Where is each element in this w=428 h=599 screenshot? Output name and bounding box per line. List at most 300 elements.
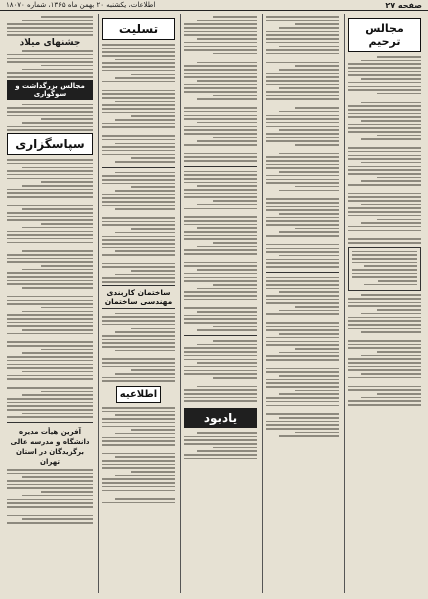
- text-line: [348, 63, 421, 65]
- text-line: [184, 315, 257, 317]
- text-line: [102, 146, 175, 148]
- text-line: [348, 113, 421, 115]
- text-line: [7, 469, 93, 471]
- text-line: [377, 309, 421, 311]
- text-line: [266, 62, 339, 64]
- text-line: [348, 389, 421, 391]
- column-5: [4, 14, 96, 593]
- text-line: [7, 515, 93, 517]
- text-line: [348, 358, 421, 360]
- text-line: [184, 307, 257, 309]
- text-line: [7, 356, 93, 358]
- text-line: [348, 193, 421, 195]
- text-line: [184, 126, 257, 128]
- text-line: [361, 102, 421, 104]
- text-line: [184, 351, 257, 353]
- text-line: [348, 196, 421, 198]
- text-line: [7, 499, 93, 501]
- text-line: [266, 382, 339, 384]
- text-line: [184, 133, 257, 135]
- text-line: [7, 111, 93, 113]
- text-line: [22, 394, 93, 396]
- text-line: [102, 478, 175, 480]
- text-line: [184, 31, 257, 33]
- text-line: [102, 453, 175, 455]
- text-line: [184, 277, 257, 279]
- text-line: [184, 262, 257, 264]
- text-line: [279, 111, 339, 113]
- text-line: [7, 280, 93, 282]
- text-line: [7, 375, 93, 377]
- text-line: [115, 59, 175, 61]
- text-line: [102, 104, 175, 106]
- text-line: [295, 432, 339, 434]
- text-line: [213, 340, 257, 342]
- text-line: [102, 263, 175, 265]
- text-line: [184, 355, 257, 357]
- text-line: [295, 306, 339, 308]
- text-line: [102, 366, 175, 368]
- text-line: [41, 65, 93, 67]
- afarin-notice: آفرین هیأت مدیره دانشگاه و مدرسه عالی برگزیدگان در استان تهران: [10, 428, 90, 467]
- text-line: [184, 216, 257, 218]
- text-line: [102, 217, 175, 219]
- text-line: [348, 116, 421, 118]
- text-line: [266, 329, 339, 331]
- text-line: [361, 180, 421, 182]
- text-line: [378, 280, 417, 282]
- text-line: [184, 144, 257, 146]
- text-line: [197, 38, 257, 40]
- text-line: [348, 215, 421, 217]
- text-line: [184, 397, 257, 399]
- text-line: [197, 20, 257, 22]
- text-line: [102, 377, 175, 379]
- column-2: [262, 14, 342, 593]
- text-line: [7, 126, 93, 128]
- text-line: [22, 208, 93, 210]
- text-line: [131, 186, 175, 188]
- text-line: [266, 164, 339, 166]
- text-line: [102, 175, 175, 177]
- text-line: [102, 437, 175, 439]
- text-line: [184, 208, 257, 210]
- text-line: [348, 109, 421, 111]
- text-line: [7, 205, 93, 207]
- text-line: [213, 137, 257, 139]
- text-line: [266, 322, 339, 324]
- text-line: [266, 76, 339, 78]
- text-line: [348, 344, 421, 346]
- text-line: [184, 322, 257, 324]
- text-line: [266, 95, 339, 97]
- page-header: [0, 0, 428, 11]
- text-line: [7, 416, 93, 418]
- text-line: [184, 65, 257, 67]
- text-line: [131, 328, 175, 330]
- text-line: [213, 242, 257, 244]
- text-line: [213, 284, 257, 286]
- text-line: [41, 265, 93, 267]
- text-line: [102, 358, 175, 360]
- text-line: [7, 325, 93, 327]
- text-line: [131, 228, 175, 230]
- text-line: [279, 171, 339, 173]
- text-line: [279, 46, 339, 48]
- text-line: [22, 413, 93, 415]
- text-line: [22, 20, 93, 22]
- text-line: [102, 362, 175, 364]
- text-line: [102, 97, 175, 99]
- text-line: [7, 283, 93, 285]
- text-line: [115, 208, 175, 210]
- text-line: [266, 122, 339, 124]
- text-line: [377, 93, 421, 95]
- text-line: [197, 185, 257, 187]
- text-line: [184, 224, 257, 226]
- text-line: [131, 74, 175, 76]
- text-line: [102, 236, 175, 238]
- text-line: [102, 197, 175, 199]
- text-line: [184, 443, 257, 445]
- text-line: [102, 266, 175, 268]
- text-line: [361, 373, 421, 375]
- text-line: [7, 300, 93, 302]
- text-line: [361, 222, 421, 224]
- text-line: [102, 247, 175, 249]
- text-line: [279, 153, 339, 155]
- text-line: [348, 131, 421, 133]
- text-line: [102, 93, 175, 95]
- text-line: [361, 162, 421, 164]
- text-line: [7, 314, 93, 316]
- text-line: [352, 276, 417, 278]
- text-line: [7, 402, 93, 404]
- text-line: [115, 250, 175, 252]
- text-line: [184, 366, 257, 368]
- text-line: [348, 324, 421, 326]
- text-line: [279, 27, 339, 29]
- text-line: [7, 189, 93, 191]
- text-line: [266, 244, 339, 246]
- text-line: [22, 495, 93, 497]
- text-line: [7, 192, 93, 194]
- text-line: [377, 351, 421, 353]
- text-line: [184, 249, 257, 251]
- text-line: [197, 362, 257, 364]
- text-line: [102, 205, 175, 207]
- text-line: [266, 118, 339, 120]
- text-line: [102, 486, 175, 488]
- text-line: [279, 417, 339, 419]
- text-line: [213, 326, 257, 328]
- text-line: [184, 91, 257, 93]
- text-line: [102, 90, 175, 92]
- text-line: [348, 226, 421, 228]
- text-line: [184, 280, 257, 282]
- text-line: [7, 364, 93, 366]
- text-line: [102, 346, 175, 348]
- text-line: [266, 299, 339, 301]
- text-line: [377, 177, 421, 179]
- text-line: [7, 174, 93, 176]
- text-line: [197, 227, 257, 229]
- text-line: [348, 200, 421, 202]
- text-line: [102, 221, 175, 223]
- text-line: [266, 235, 339, 237]
- text-line: [22, 352, 93, 354]
- text-line: [184, 393, 257, 395]
- text-line: [22, 371, 93, 373]
- column-4: [98, 14, 178, 593]
- text-line: [266, 337, 339, 339]
- text-line: [377, 219, 421, 221]
- text-line: [352, 258, 417, 260]
- text-line: [102, 467, 175, 469]
- text-line: [279, 255, 339, 257]
- text-line: [102, 51, 175, 53]
- text-line: [197, 80, 257, 82]
- text-line: [348, 317, 421, 319]
- text-line: [361, 355, 421, 357]
- text-line: [266, 288, 339, 290]
- section-header-yadbood: یادبود: [184, 408, 257, 428]
- text-line: [348, 147, 421, 149]
- text-line: [184, 400, 257, 402]
- text-line: [295, 23, 339, 25]
- text-line: [41, 391, 93, 393]
- text-line: [7, 196, 93, 198]
- text-line: [279, 435, 339, 437]
- text-line: [348, 166, 421, 168]
- text-line: [102, 139, 175, 141]
- text-line: [7, 522, 93, 524]
- text-line: [7, 487, 93, 489]
- text-line: [22, 329, 93, 331]
- text-line: [197, 140, 257, 142]
- text-line: [361, 138, 421, 140]
- text-line: [184, 107, 257, 109]
- text-line: [102, 81, 175, 83]
- text-line: [102, 201, 175, 203]
- text-line: [102, 426, 175, 428]
- text-line: [279, 190, 339, 192]
- text-line: [102, 55, 175, 57]
- text-line: [213, 447, 257, 449]
- text-line: [184, 171, 257, 173]
- text-line: [7, 31, 93, 33]
- text-line: [266, 16, 339, 18]
- text-line: [266, 34, 339, 36]
- text-line: [102, 70, 175, 72]
- text-line: [197, 269, 257, 271]
- text-line: [184, 458, 257, 460]
- text-line: [295, 390, 339, 392]
- text-line: [7, 163, 93, 165]
- text-line: [7, 219, 93, 221]
- text-line: [7, 61, 93, 63]
- text-line: [184, 129, 257, 131]
- text-line: [41, 349, 93, 351]
- text-line: [348, 207, 421, 209]
- text-line: [197, 329, 257, 331]
- text-line: [348, 404, 421, 406]
- text-line: [184, 115, 257, 117]
- text-line: [266, 262, 339, 264]
- text-line: [352, 254, 417, 256]
- text-line: [102, 194, 175, 196]
- text-line: [266, 31, 339, 33]
- text-line: [115, 274, 175, 276]
- column-1-body: [348, 56, 421, 244]
- text-line: [213, 16, 257, 18]
- text-line: [361, 294, 421, 296]
- text-line: [184, 46, 257, 48]
- section-header-sepas: سپاسگزاری: [7, 133, 93, 155]
- text-line: [266, 371, 339, 373]
- text-line: [7, 367, 93, 369]
- text-line: [266, 156, 339, 158]
- column-2-body: [266, 16, 339, 268]
- text-line: [102, 239, 175, 241]
- text-line: [266, 259, 339, 261]
- text-line: [348, 305, 421, 307]
- text-line: [266, 91, 339, 93]
- text-line: [102, 342, 175, 344]
- text-line: [184, 42, 257, 44]
- text-line: [266, 326, 339, 328]
- dateline: اطلاعات، یکشنبه ۲۰ بهمن ماه ۱۳۶۵، شماره ۱۸۰۷۰: [6, 1, 156, 9]
- text-line: [131, 115, 175, 117]
- text-line: [348, 89, 421, 91]
- text-line: [184, 156, 257, 158]
- text-line: [131, 429, 175, 431]
- text-line: [213, 377, 257, 379]
- text-line: [197, 122, 257, 124]
- text-line: [279, 213, 339, 215]
- text-line: [348, 366, 421, 368]
- text-line: [279, 87, 339, 89]
- text-line: [279, 231, 339, 233]
- text-line: [197, 450, 257, 452]
- text-line: [266, 84, 339, 86]
- text-line: [364, 265, 417, 267]
- text-line: [184, 235, 257, 237]
- text-line: [184, 220, 257, 222]
- text-line: [102, 179, 175, 181]
- text-line: [361, 397, 421, 399]
- text-line: [7, 506, 93, 508]
- text-line: [7, 178, 93, 180]
- text-line: [364, 284, 417, 286]
- text-line: [184, 178, 257, 180]
- page-number: صفحه ۲۷: [385, 0, 422, 10]
- text-line: [213, 200, 257, 202]
- text-line: [184, 347, 257, 349]
- text-line: [266, 224, 339, 226]
- text-line: [184, 253, 257, 255]
- text-line: [22, 518, 93, 520]
- text-line: [266, 379, 339, 381]
- text-line: [22, 269, 93, 271]
- column-1: [344, 14, 424, 593]
- text-line: [184, 73, 257, 75]
- text-line: [266, 217, 339, 219]
- text-line: [115, 433, 175, 435]
- text-line: [279, 352, 339, 354]
- text-line: [348, 158, 421, 160]
- text-line: [102, 502, 175, 504]
- text-line: [266, 175, 339, 177]
- text-line: [184, 373, 257, 375]
- text-line: [102, 444, 175, 446]
- text-line: [279, 393, 339, 395]
- text-line: [115, 414, 175, 416]
- text-line: [102, 66, 175, 68]
- text-line: [102, 411, 175, 413]
- text-line: [7, 341, 93, 343]
- text-line: [266, 53, 339, 55]
- text-line: [102, 464, 175, 466]
- text-line: [348, 211, 421, 213]
- text-line: [22, 50, 93, 52]
- text-line: [184, 359, 257, 361]
- text-line: [131, 471, 175, 473]
- text-line: [266, 73, 339, 75]
- text-line: [7, 27, 93, 29]
- text-line: [102, 418, 175, 420]
- text-line: [115, 232, 175, 234]
- text-line: [266, 295, 339, 297]
- text-line: [7, 398, 93, 400]
- text-line: [352, 262, 417, 264]
- text-line: [361, 204, 421, 206]
- text-line: [266, 49, 339, 51]
- text-line: [266, 206, 339, 208]
- text-line: [348, 386, 421, 388]
- text-line: [102, 482, 175, 484]
- text-line: [197, 62, 257, 64]
- text-line: [115, 172, 175, 174]
- text-line: [361, 331, 421, 333]
- section-header-tasliat: تسلیت: [102, 18, 175, 40]
- text-line: [115, 498, 175, 500]
- text-line: [102, 460, 175, 462]
- text-line: [266, 38, 339, 40]
- text-line: [184, 34, 257, 36]
- column-3: [180, 14, 260, 593]
- text-line: [184, 295, 257, 297]
- text-line: [348, 400, 421, 402]
- text-line: [7, 23, 93, 25]
- text-line: [352, 269, 417, 271]
- text-line: [348, 169, 421, 171]
- text-line: [7, 276, 93, 278]
- text-line: [348, 362, 421, 364]
- text-line: [102, 112, 175, 114]
- text-line: [102, 324, 175, 326]
- text-line: [7, 480, 93, 482]
- text-line: [41, 491, 93, 493]
- text-line: [7, 473, 93, 475]
- text-line: [184, 27, 257, 29]
- text-line: [295, 228, 339, 230]
- text-line: [22, 104, 93, 106]
- text-line: [7, 484, 93, 486]
- text-line: [266, 424, 339, 426]
- section-header-sakhtan: ساختمان کاربندی مهندسی ساختمان: [102, 285, 175, 309]
- text-line: [184, 318, 257, 320]
